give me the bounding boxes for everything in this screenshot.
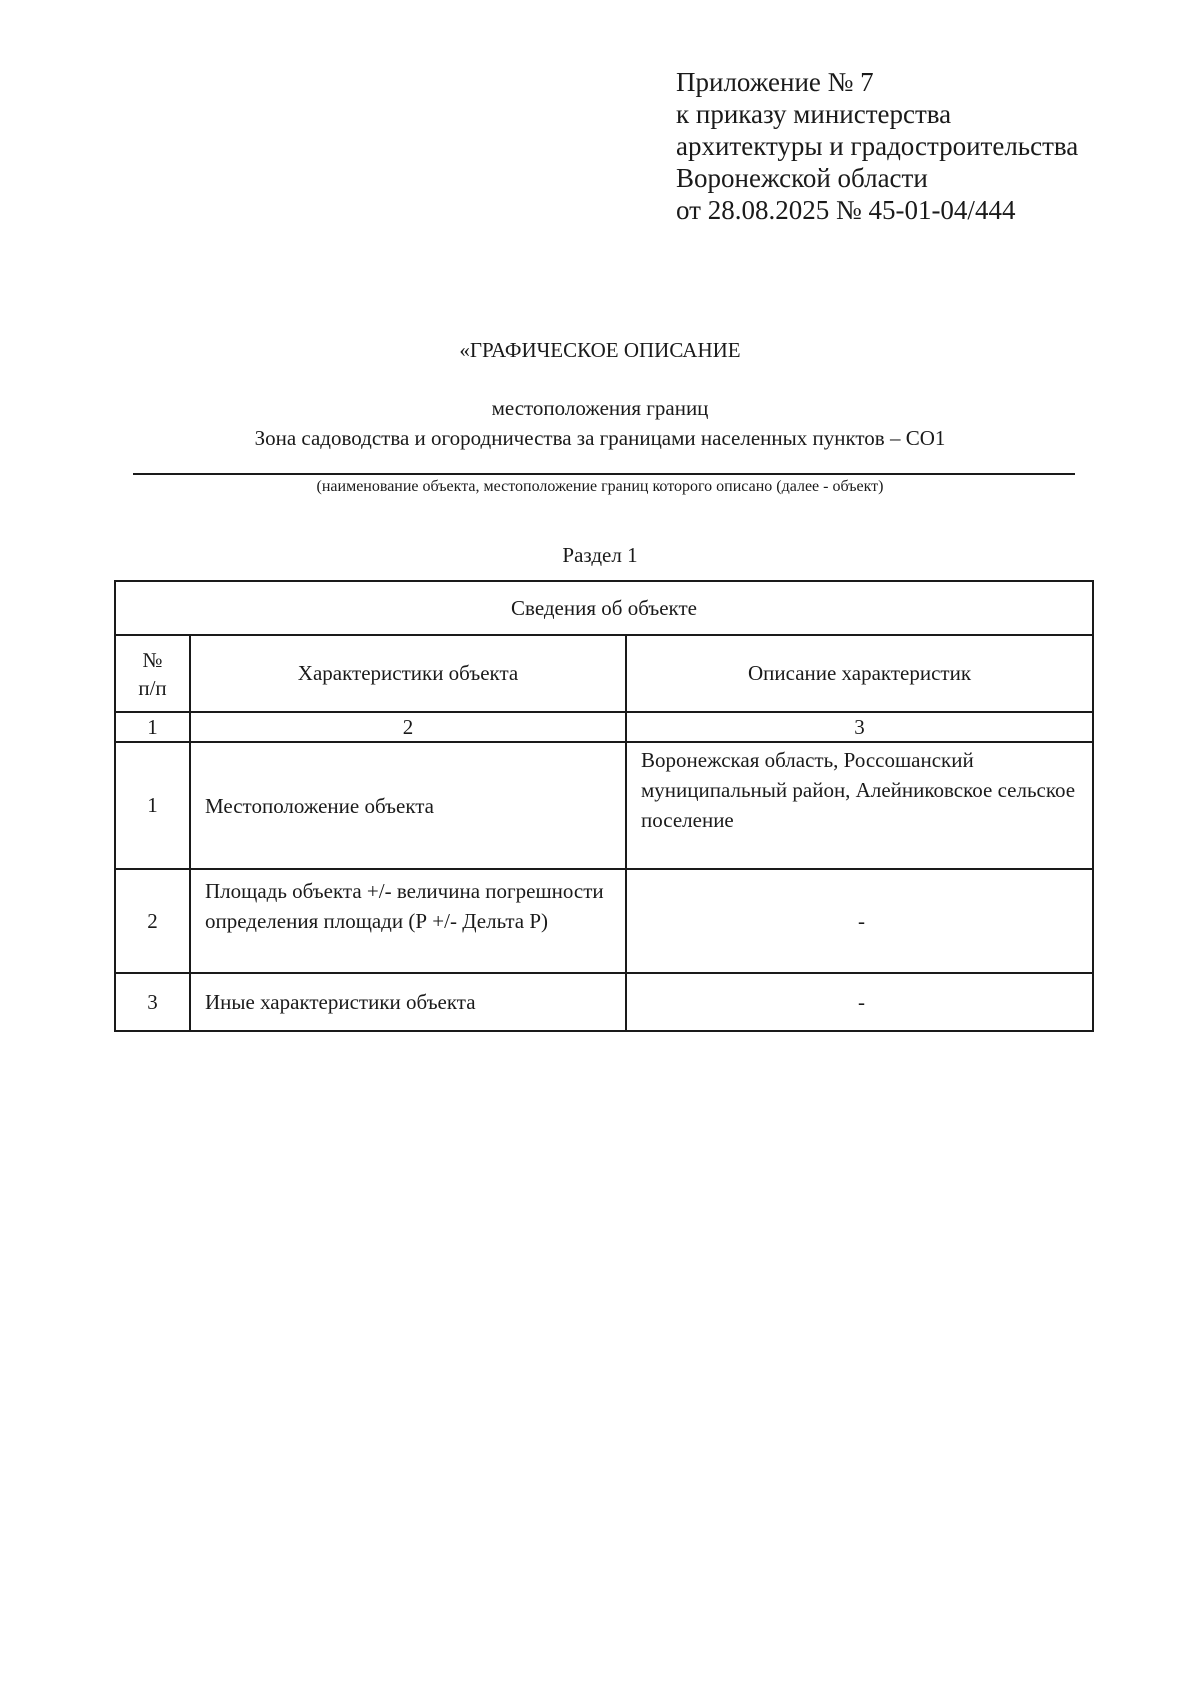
row-characteristic: Площадь объекта +/- величина погрешности определения площади (Р +/- Дельта Р) (190, 869, 626, 973)
column-number: 1 (115, 712, 190, 742)
row-num: 3 (115, 973, 190, 1031)
column-number-row (115, 712, 1093, 742)
appendix-line: Приложение № 7 (676, 67, 874, 97)
table-row (115, 742, 1093, 869)
header-description: Описание характеристик (626, 635, 1093, 712)
row-num: 1 (115, 742, 190, 869)
header-num-line2: п/п (138, 675, 167, 700)
document-title: «ГРАФИЧЕСКОЕ ОПИСАНИЕ (459, 338, 741, 362)
row-description: Воронежская область, Россошанский муниципальный район, Алейниковское сельское поселение (626, 742, 1093, 869)
column-number: 3 (626, 712, 1093, 742)
header-characteristic: Характеристики объекта (190, 635, 626, 712)
table-header-row (115, 635, 1093, 712)
appendix-line: Воронежской области (676, 163, 928, 193)
table-caption-row (115, 581, 1093, 635)
object-name-underline (133, 473, 1075, 475)
appendix-line: архитектуры и градостроительства (676, 131, 1079, 161)
object-caption: (наименование объекта, местоположение границ которого описано (далее - объект) (316, 478, 884, 495)
header-num (115, 635, 190, 712)
table-caption: Сведения об объекте (115, 581, 1093, 635)
appendix-line: к приказу министерства (676, 99, 952, 129)
table-row (115, 973, 1093, 1031)
row-characteristic: Иные характеристики объекта (190, 973, 626, 1031)
appendix-line: от 28.08.2025 № 45-01-04/444 (676, 195, 1016, 225)
column-number: 2 (190, 712, 626, 742)
table-row (115, 869, 1093, 973)
document-subtitle: местоположения границ (491, 396, 709, 420)
row-num: 2 (115, 869, 190, 973)
row-characteristic: Местоположение объекта (190, 742, 626, 869)
row-description: - (626, 869, 1093, 973)
object-info-table (114, 580, 1094, 1032)
object-name: Зона садоводства и огородничества за границами населенных пунктов – СО1 (254, 426, 946, 450)
row-description: - (626, 973, 1093, 1031)
section-label: Раздел 1 (562, 543, 638, 567)
header-num-line1: № (142, 647, 163, 672)
appendix-block (676, 66, 1078, 226)
